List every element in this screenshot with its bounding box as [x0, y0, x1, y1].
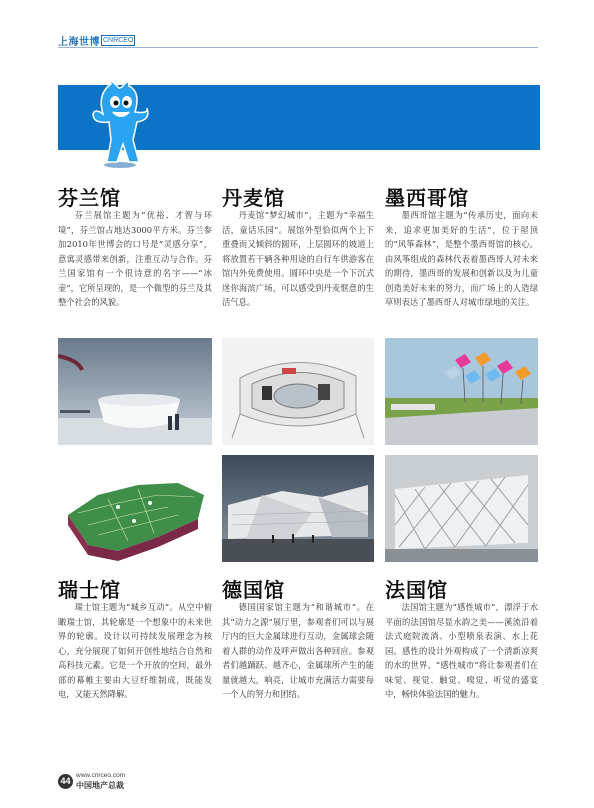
denmark-pavilion-photo — [222, 338, 374, 445]
finland-title: 芬兰馆 — [58, 186, 121, 210]
mexico-title: 墨西哥馆 — [385, 186, 469, 210]
finland-pavilion-photo — [58, 338, 212, 445]
germany-pavilion-photo — [222, 455, 374, 562]
page-footer — [58, 772, 198, 792]
footer-url: www.cnrceo.com — [76, 772, 126, 779]
switzerland-text: 瑞士馆主题为“城乡互动”。从空中俯瞰瑞士馆，其轮廓是一个想象中的未来世界的轮廓。设计以可持续发展理念为核心，充分展现了如何开创性地结合自然和高科技元素。它是一个开放的空间，最外部的幕帷主要由大豆纤维制成，既能发电，又能天然降解。 — [58, 602, 212, 699]
magazine-name: 中国地产总裁 — [76, 781, 124, 790]
magazine-header — [58, 34, 135, 46]
switzerland-title: 瑞士馆 — [58, 578, 121, 602]
germany-text: 德国国家馆主题为“和谐城市”。在其“动力之源”展厅里，参观者们可以与展厅内的巨大金属球进行互动，金属球会随着人群的动作及呼声做出各种回应。参观者们越踊跃、越齐心，金属球所产生的能量就越大，响亮，让城市充满活力需要每一个人的努力和团结。 — [222, 602, 374, 699]
mexico-pavilion-photo — [385, 338, 538, 445]
france-text: 法国馆主题为“感性城市”，漂浮于水平面的法国馆尽显水韵之美——溪流沿着法式庭院流淌、小型喷泉表演、水上花园。感性的设计外观构成了一个清新凉爽的水的世界。“感性城市”将让参观者们在味觉、视觉、触觉、嗅觉、听觉的盛宴中，畅快体验法国的魅力。 — [385, 602, 538, 699]
mexico-text: 墨西哥馆主题为“传承历史，面向未来，追求更加美好的生活”，位于屋顶的“风筝森林”，是整个墨西哥馆的核心。由风筝组成的森林代表着墨西哥人对未来的期待，墨西哥的发展和创新以及为儿童创造美好未来的努力，而广场上的人造绿草则表达了墨西哥人对城市绿地的关注。 — [385, 210, 538, 307]
header-section-name: 上海世博 — [58, 36, 100, 48]
switzerland-pavilion-photo — [58, 455, 212, 562]
france-title: 法国馆 — [385, 578, 448, 602]
header-section-code: CNRCEO — [103, 36, 134, 44]
haibao-mascot-icon — [89, 80, 151, 170]
denmark-text: 丹麦馆“梦幻城市”，主题为“幸福生活，童话乐园”。展馆外型恰似两个上下重叠而又倾斜的圆环，上层圆环的坡道上将放置若干辆各种用途的自行车供游客在馆内外免费使用。圆环中央是一个下沉式迷你海滨广场，可以感受到丹麦惬意的生活气息。 — [222, 210, 374, 307]
germany-title: 德国馆 — [222, 578, 285, 602]
denmark-title: 丹麦馆 — [222, 186, 285, 210]
france-pavilion-photo — [385, 455, 538, 562]
header-rule — [58, 47, 538, 48]
page-number: 44 — [58, 774, 73, 789]
finland-text: 芬兰展馆主题为“优裕、才智与环境”，芬兰馆占地达3000平方米。芬兰参加2010年世博会的口号是“灵感分享”，意寓灵感带来创新，注重互动与合作。芬兰国家馆有一个很诗意的名字——“冰壶”，它所呈现的，是一个微型的芬兰及其整个社会的风貌。 — [58, 210, 212, 307]
